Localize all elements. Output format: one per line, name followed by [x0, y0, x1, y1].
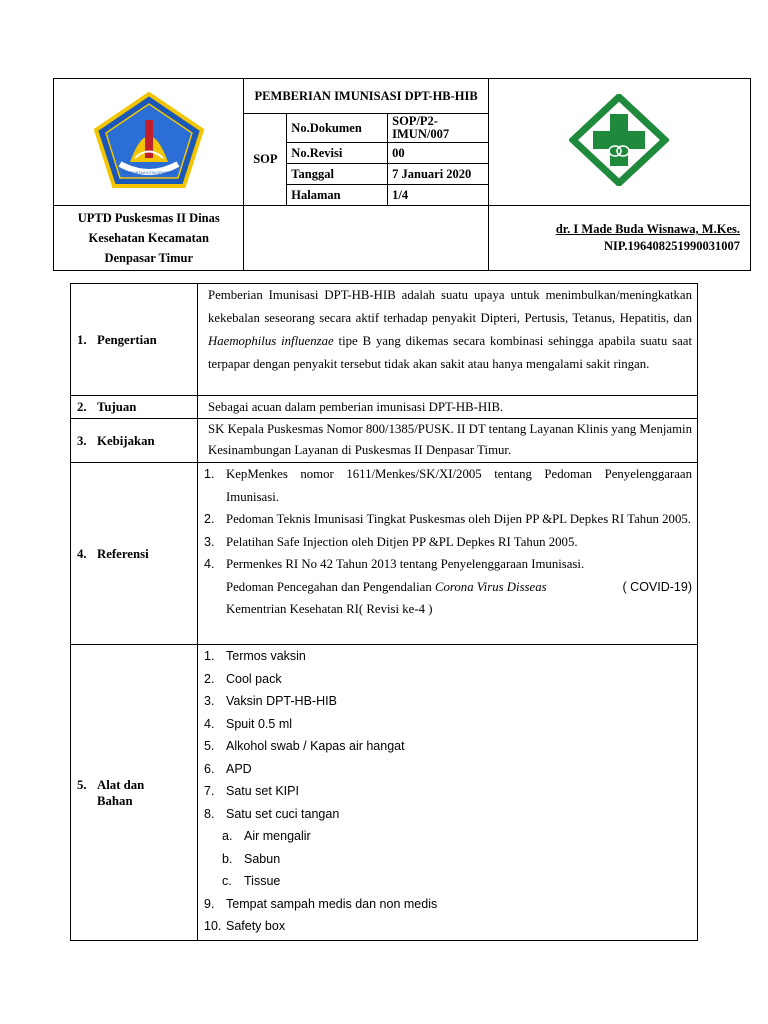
list-item: 7. Satu set KIPI [204, 784, 299, 798]
section-row [71, 463, 698, 645]
empty-cell [244, 206, 488, 271]
list-item: 4. Spuit 0.5 ml [204, 716, 293, 731]
field-value: 7 Januari 2020 [388, 164, 489, 185]
section-content [198, 284, 698, 396]
purpose-text: Sebagai acuan dalam pemberian imunisasi DPT-HB-HIB. [208, 400, 504, 414]
org-line: Denpasar Timur [104, 251, 193, 265]
field-value: SOP/P2-IMUN/007 [388, 114, 489, 143]
section-label [71, 396, 198, 419]
section-title: Referensi [97, 546, 149, 561]
sop-content-table [70, 283, 698, 941]
section-number: 5. [77, 777, 87, 792]
signatory-name: dr. I Made Buda Wisnawa, M.Kes. [555, 222, 740, 236]
puskesmas-logo-cell [488, 79, 750, 206]
org-line: UPTD Puskesmas II Dinas [77, 211, 220, 225]
sub-list-item: a. Air mengalir [222, 829, 311, 843]
field-value: 1/4 [388, 185, 489, 206]
handwash-sublist [204, 825, 692, 893]
section-label [71, 419, 198, 463]
section-title: Tujuan [97, 400, 137, 414]
field-key: Halaman [287, 185, 388, 206]
field-key: Tanggal [287, 164, 388, 185]
org-line: Kesehatan Kecamatan [88, 231, 209, 245]
sub-list-item: c. Tissue [222, 874, 281, 888]
sub-list-item: b. Sabun [222, 851, 281, 866]
list-item: 4. Permenkes RI No 42 Tahun 2013 tentang Penyelenggaraan Imunisasi. [204, 557, 585, 571]
section-content [198, 645, 698, 941]
section-title: Kebijakan [97, 433, 155, 448]
section-title: Pengertian [97, 332, 157, 347]
section-label [71, 463, 198, 645]
signatory-nip: NIP.196408251990031007 [603, 239, 740, 253]
signatory [488, 206, 750, 271]
list-item: 6. APD [204, 761, 252, 776]
section-row [71, 284, 698, 396]
section-label [71, 284, 198, 396]
section-content [198, 419, 698, 463]
section-row [71, 396, 698, 419]
organization-name [54, 206, 244, 271]
list-item: 10. Safety box [204, 919, 286, 933]
section-content [198, 463, 698, 645]
reference-extra: Pedoman Pencegahan dan Pengendalian Corona Virus Disseas ( COVID-19) Kementrian Kesehatan RI( Revisi ke-4 ) [226, 579, 692, 616]
list-item: 2. Pedoman Teknis Imunisasi Tingkat Puskesmas oleh Dijen PP &PL Depkes RI Tahun 2005. [204, 512, 691, 526]
equipment-list [204, 645, 692, 825]
document-header [53, 78, 751, 271]
seal-cell [54, 79, 244, 206]
section-number: 1. [77, 332, 87, 347]
section-content [198, 396, 698, 419]
field-value: 00 [388, 143, 489, 164]
definition-text: Pemberian Imunisasi DPT-HB-HIB adalah suatu upaya untuk menimbulkan/meningkatkan kekebalan seseorang secara aktif terhadap penyakit Dipteri, Pertusis, Tetanus, Hepatitis, dan Haemophilus influenzae tipe B yang dikemas secara kombinasi sehingga apabila suatu saat terpapar dengan penyakit tersebut tidak akan sakit atau hanya mengalami sakit ringan. [208, 288, 692, 371]
section-label [71, 645, 198, 941]
section-row [71, 645, 698, 941]
section-number: 2. [77, 400, 87, 414]
list-item: 3. Pelatihan Safe Injection oleh Ditjen PP &PL Depkes RI Tahun 2005. [204, 534, 578, 549]
list-item: 9. Tempat sampah medis dan non medis [204, 896, 438, 911]
equipment-list-end [204, 893, 692, 938]
policy-text: SK Kepala Puskesmas Nomor 800/1385/PUSK. II DT tentang Layanan Klinis yang Menjamin Kesinambungan Layanan di Puskesmas II Denpasar Timur. [208, 422, 692, 457]
document-title: PEMBERIAN IMUNISASI DPT-HB-HIB [244, 79, 488, 114]
list-item: 5. Alkohol swab / Kapas air hangat [204, 739, 405, 753]
seal-banner-text: PEMERINTAH KOTA DENPASAR [121, 171, 176, 175]
section-number: 4. [77, 546, 87, 561]
puskesmas-logo-icon [569, 94, 669, 186]
section-row [71, 419, 698, 463]
reference-list [204, 463, 692, 576]
list-item: 2. Cool pack [204, 671, 282, 686]
sop-label: SOP [244, 114, 287, 206]
field-key: No.Revisi [287, 143, 388, 164]
field-key: No.Dokumen [287, 114, 388, 143]
denpasar-seal-icon [90, 90, 208, 190]
list-item: 8. Satu set cuci tangan [204, 806, 340, 821]
list-item: 1. KepMenkes nomor 1611/Menkes/SK/XI/2005 tentang Pedoman Penyelenggaraan Imunisasi. [204, 467, 692, 504]
list-item: 1. Termos vaksin [204, 649, 306, 663]
list-item: 3. Vaksin DPT-HB-HIB [204, 694, 337, 708]
section-title: Alat dan Bahan [97, 777, 145, 808]
section-number: 3. [77, 433, 87, 448]
